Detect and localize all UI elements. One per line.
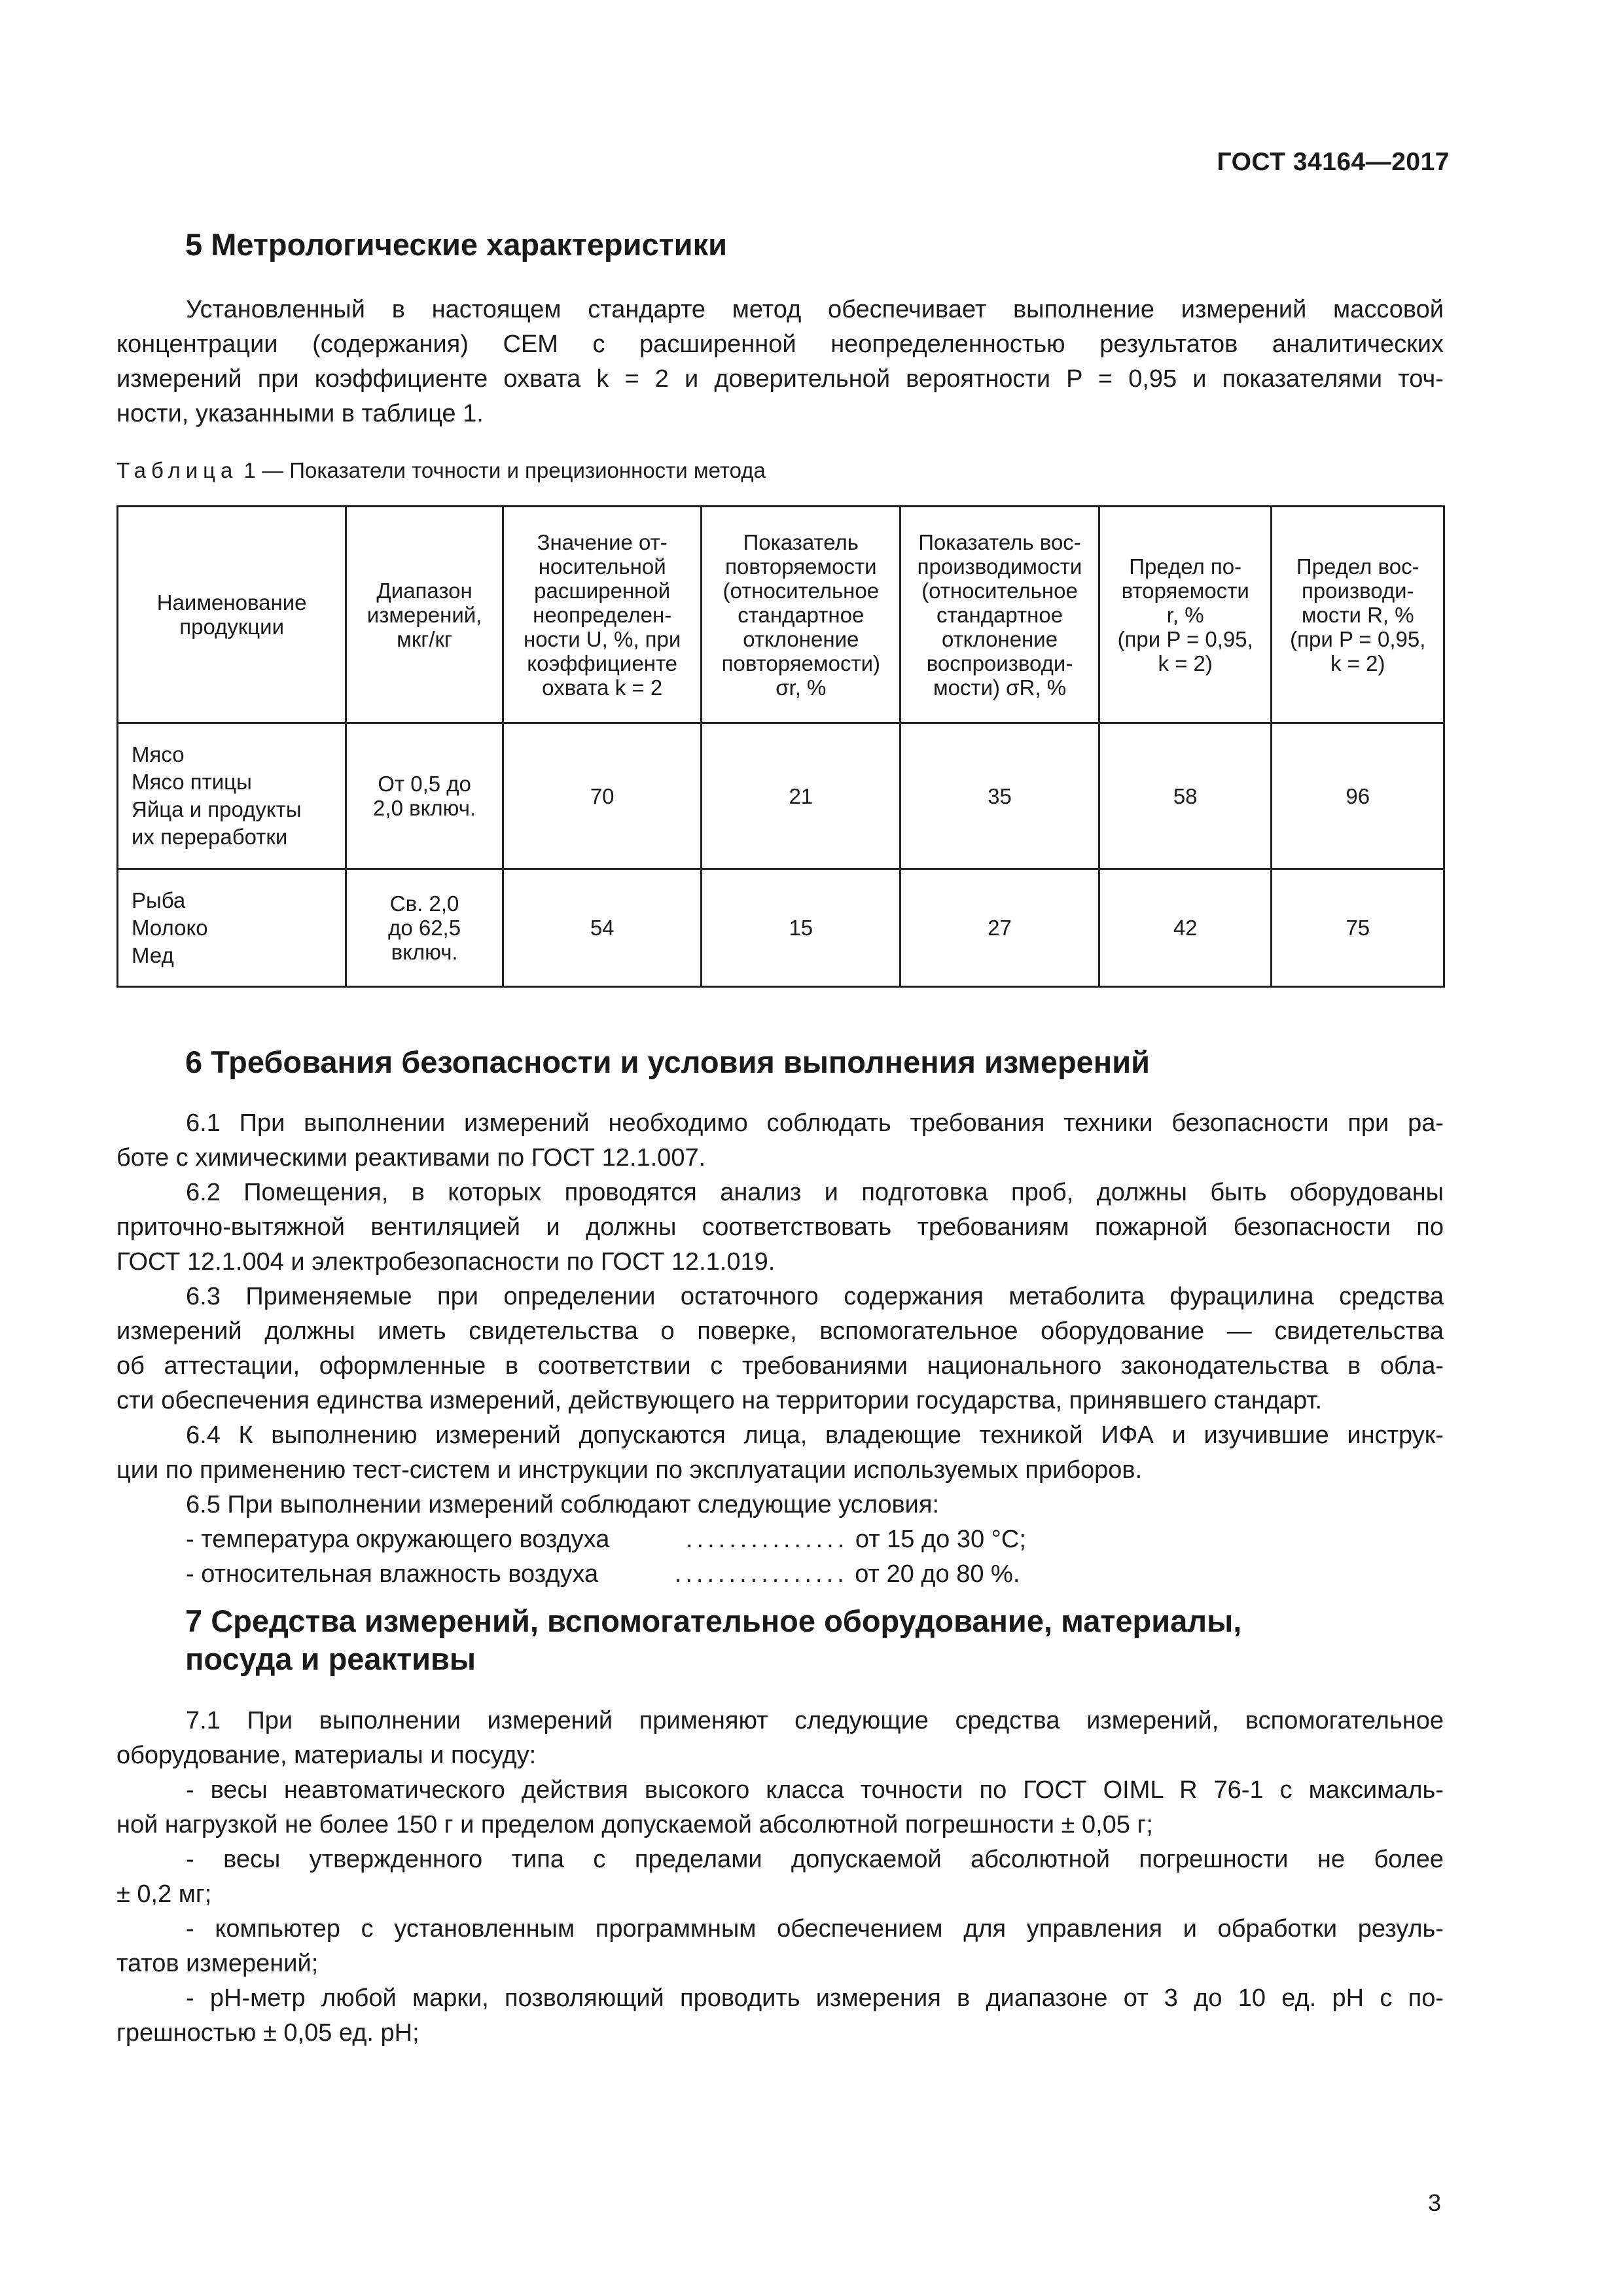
condition-line [116,1557,1444,1592]
table-row [118,723,1444,869]
list-item-cont [116,1877,1444,1912]
text-line: - рН-метр любой марки, позволяющий проводить измерения в диапазоне от 3 до 10 ед. рН с по- [186,1984,1444,2012]
cell-line: расширенной [534,578,671,603]
cell-range [346,869,503,987]
cell-line: мости) σR, % [933,675,1067,700]
clause-6-4-cont [116,1453,1444,1488]
cell-line: до 62,5 [388,916,461,940]
condition-label: - температура окружающего воздуха [186,1526,610,1553]
cell-line: Мясо птицы [132,770,252,794]
clause-6-4 [116,1418,1444,1453]
text-line: ции по применению тест-систем и инструкции по эксплуатации используемых приборов. [116,1456,1143,1484]
table-caption [116,458,766,483]
cell-line: мости R, % [1301,602,1414,627]
header-reproducibility [901,507,1099,723]
text-line: концентрации (содержания) СЕМ с расширенной неопределенностью результатов аналитических [116,331,1444,358]
text-line: измерений должны иметь свидетельства о поверке, вспомогательное оборудование — свидетельства [116,1318,1444,1345]
header-repeatability-limit [1099,507,1272,723]
table-caption-prefix: Таблица [116,458,238,482]
cell-line: их переработки [132,825,288,849]
cell-product [118,869,346,987]
dot-leader: ............... [685,1526,849,1553]
table-row [118,869,1444,987]
list-item [116,1912,1444,1946]
clause-6-3 [116,1280,1444,1314]
header-range [346,507,503,723]
cell-line: повторяемости) [721,651,881,675]
cell-line: неопределен- [533,602,672,627]
cell-U: 70 [503,723,702,869]
clause-6-3-cont [116,1314,1444,1418]
cell-line: Предел вос- [1296,554,1419,579]
cell-line: (при P = 0,95, [1290,626,1426,651]
cell-r: 42 [1099,869,1272,987]
cell-line: отклонение [941,626,1058,651]
list-item-cont [116,1808,1444,1842]
header-repeatability [702,507,901,723]
cell-line: r, % [1166,602,1204,627]
standard-header: ГОСТ 34164—2017 [1217,148,1450,176]
table-header-row [118,507,1444,723]
cell-line: Диапазон [376,578,473,603]
text-line: - компьютер с установленным программным обеспечением для управления и обработки резуль- [186,1915,1444,1943]
text-line: оборудование, материалы и посуду: [116,1742,537,1769]
cell-line: продукции [179,615,285,639]
text-line: Установленный в настоящем стандарте метод обеспечивает выполнение измерений массовой [186,296,1444,323]
table-caption-text: 1 — Показатели точности и прецизионности метода [238,458,766,482]
cell-line: производи- [1301,578,1414,603]
clause-7-1 [116,1704,1444,1738]
section-7-title-line: 7 Средства измерений, вспомогательное оборудование, материалы, [185,1604,1242,1638]
section-7-title-line: посуда и реактивы [185,1641,476,1676]
clause-7-1-cont [116,1738,1444,1773]
cell-line: Св. 2,0 [389,891,459,916]
cell-sr: 15 [702,869,901,987]
cell-line: Показатель вос- [918,529,1081,554]
cell-line: стандартное [738,602,865,627]
clause-6-2-cont [116,1210,1444,1280]
cell-line: 2,0 включ. [373,796,476,820]
metrics-table [116,505,1445,988]
page-number: 3 [1427,2189,1441,2216]
text-line: ГОСТ 12.1.004 и электробезопасности по ГОСТ 12.1.019. [116,1248,776,1276]
section-6-title: 6 Требования безопасности и условия выполнения измерений [185,1045,1150,1079]
cell-line: Значение от- [537,529,668,554]
text-line: об аттестации, оформленные в соответствии с требованиями национального законодательства в обла- [116,1352,1444,1380]
text-line: 6.1 При выполнении измерений необходимо соблюдать требования техники безопасности при ра- [186,1109,1444,1137]
cell-line: Предел по- [1129,554,1242,579]
section-5-title: 5 Метрологические характеристики [185,227,727,262]
text-line: ной нагрузкой не более 150 г и пределом допускаемой абсолютной погрешности ± 0,05 г; [116,1811,1153,1839]
section-7-body [116,1704,1444,2051]
cell-line: коэффициенте [527,651,678,675]
cell-line: (относительное [921,578,1078,603]
cell-sR: 35 [901,723,1099,869]
header-reproducibility-limit [1272,507,1444,723]
condition-value: от 15 до 30 °C; [855,1526,1026,1553]
text-line: 6.4 К выполнению измерений допускаются лица, владеющие техникой ИФА и изучившие инструк- [186,1422,1444,1449]
text-line: ± 0,2 мг; [116,1880,212,1908]
cell-line: охвата k = 2 [542,675,663,700]
condition-value: от 20 до 80 %. [855,1560,1020,1588]
cell-line: воспроизводи- [926,651,1073,675]
clause-6-2 [116,1175,1444,1210]
cell-line: стандартное [936,602,1063,627]
cell-R: 75 [1272,869,1444,987]
text-line: татов измерений; [116,1950,319,1977]
text-line: - весы неавтоматического действия высокого класса точности по ГОСТ OIML R 76-1 с максималь- [186,1776,1444,1804]
condition-temperature [116,1522,1444,1557]
clause-6-5 [116,1488,1444,1522]
list-item [116,1981,1444,2016]
cell-line: ности U, %, при [524,626,681,651]
section-5-text [116,293,1444,327]
cell-line: От 0,5 до [378,772,471,796]
cell-line: производимости [917,554,1082,579]
cell-product [118,723,346,869]
list-item [116,1842,1444,1877]
cell-line: Рыба [132,888,186,912]
text-line: ности, указанными в таблице 1. [116,400,484,427]
clause-6-1-cont [116,1141,1444,1175]
cell-line: мкг/кг [397,626,452,651]
cell-line: σr, % [776,675,827,700]
cell-line: Молоко [132,915,208,940]
cell-sR: 27 [901,869,1099,987]
cell-sr: 21 [702,723,901,869]
text-line: 7.1 При выполнении измерений применяют следующие средства измерений, вспомогательное [186,1707,1444,1734]
clause-6-1 [116,1106,1444,1141]
text-line: - весы утвержденного типа с пределами допускаемой абсолютной погрешности не более [186,1846,1444,1873]
cell-range [346,723,503,869]
list-item-cont [116,1946,1444,1981]
cell-U: 54 [503,869,702,987]
cell-line: включ. [391,940,458,964]
cell-line: Мед [132,942,174,967]
header-uncertainty [503,507,702,723]
cell-line: k = 2) [1158,651,1213,675]
text-line: 6.5 При выполнении измерений соблюдают следующие условия: [186,1491,940,1518]
cell-line: носительной [538,554,666,579]
section-5-paragraph [116,293,1444,431]
cell-line: Яйца и продукты [132,797,302,821]
cell-line: k = 2) [1330,651,1385,675]
text-line: измерений при коэффициенте охвата k = 2 и доверительной вероятности P = 0,95 и показателями точ- [116,365,1444,393]
list-item-cont [116,2016,1444,2051]
cell-line: вторяемости [1121,578,1249,603]
cell-line: измерений, [366,602,482,627]
condition-line [116,1522,1444,1557]
text-line: 6.3 Применяемые при определении остаточного содержания метаболита фурацилина средства [186,1283,1444,1310]
cell-line: Показатель [743,529,859,554]
text-line: приточно-вытяжной вентиляцией и должны соответствовать требованиям пожарной безопасности по [116,1213,1444,1241]
cell-line: Наименование [156,590,307,615]
cell-line: (относительное [722,578,880,603]
dot-leader: ................ [674,1560,848,1588]
cell-line: Мясо [132,742,185,766]
section-5-text-cont [116,327,1444,431]
text-line: 6.2 Помещения, в которых проводятся анализ и подготовка проб, должны быть оборудованы [186,1179,1444,1206]
text-line: боте с химическими реактивами по ГОСТ 12.1.007. [116,1144,706,1172]
condition-humidity [116,1557,1444,1592]
header-product [118,507,346,723]
cell-line: (при P = 0,95, [1117,626,1253,651]
cell-r: 58 [1099,723,1272,869]
cell-line: повторяемости [725,554,877,579]
section-7-title [185,1602,1241,1678]
text-line: сти обеспечения единства измерений, действующего на территории государства, принявшего стандарт. [116,1387,1323,1414]
condition-label: - относительная влажность воздуха [186,1560,599,1588]
text-line: грешностью ± 0,05 ед. рН; [116,2019,419,2047]
list-item [116,1773,1444,1808]
section-6-body [116,1106,1444,1592]
cell-R: 96 [1272,723,1444,869]
cell-line: отклонение [743,626,859,651]
